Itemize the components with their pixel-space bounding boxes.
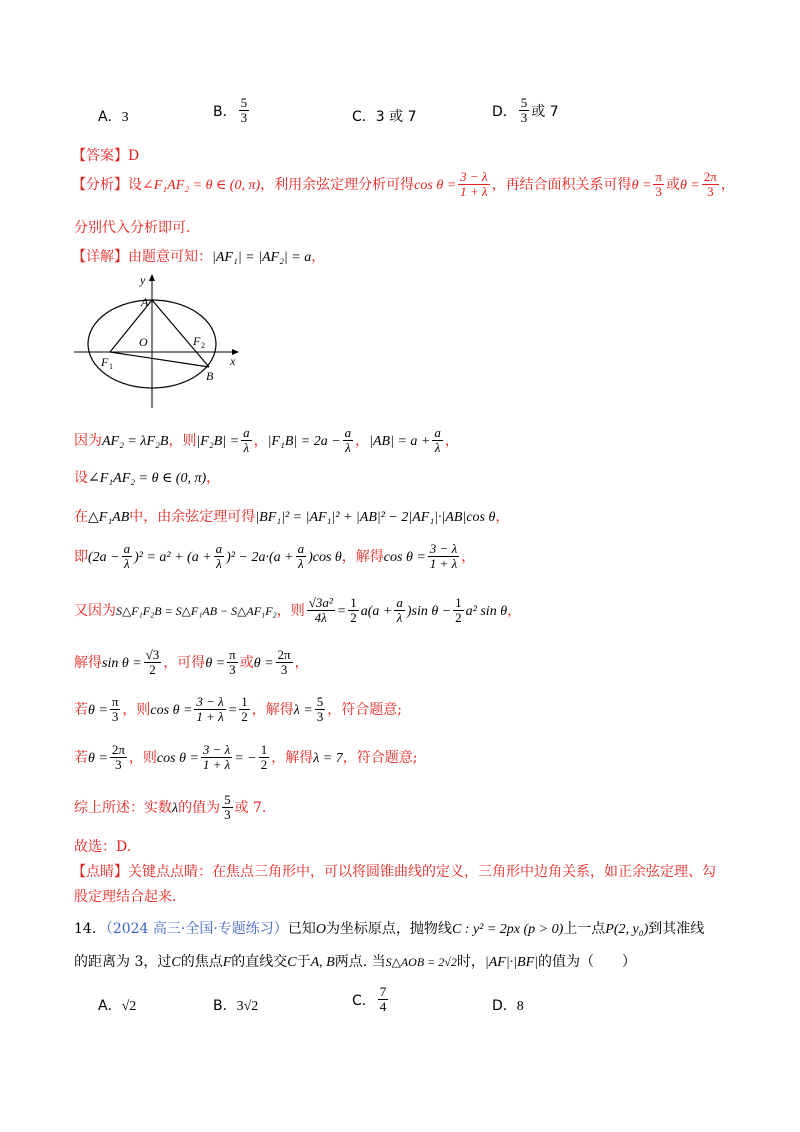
- q14-option-c[interactable]: [352, 985, 390, 1015]
- option-label: A．: [98, 998, 122, 1014]
- text: 即: [74, 548, 88, 565]
- frac-den: 1 + λ: [429, 556, 458, 572]
- frac-den: 4λ: [314, 610, 327, 626]
- frac-num: a: [434, 425, 441, 440]
- frac-num: 3 − λ: [202, 742, 231, 757]
- math: =: [336, 603, 347, 619]
- label-F1: F: [101, 355, 109, 369]
- option-label: C．: [352, 109, 376, 125]
- step-6: [74, 648, 309, 678]
- frac-den: 3: [707, 184, 714, 200]
- frac-num: 5: [316, 694, 324, 709]
- frac-num: 1: [241, 694, 248, 709]
- step-2: [74, 467, 220, 487]
- option-fraction: [519, 96, 530, 126]
- text: ，: [355, 432, 370, 449]
- text: 为坐标原点，抛物线: [325, 921, 452, 937]
- text: 设: [128, 176, 142, 193]
- text: ，: [311, 249, 326, 265]
- frac-den: 2: [455, 610, 462, 626]
- math: A, B: [310, 955, 335, 970]
- q13-option-a: [98, 106, 129, 126]
- text: ，符合题意;: [327, 701, 402, 718]
- frac-num: 3 − λ: [196, 694, 224, 709]
- text: 或: [665, 176, 680, 193]
- text: 两点. 当: [334, 954, 386, 970]
- text: 关键点点睛：在焦点三角形中，可以将圆锥曲线的定义，三角形中边角关系，如正余弦定理、勾: [128, 864, 716, 880]
- math: θ =: [88, 750, 108, 766]
- fraction: [453, 596, 464, 626]
- frac-num: 5: [240, 95, 248, 110]
- fraction: [432, 426, 443, 456]
- option-label: D．: [492, 103, 517, 120]
- q14-option-d[interactable]: [492, 995, 524, 1015]
- frac-den: λ: [396, 610, 403, 626]
- math: θ =: [679, 177, 700, 193]
- step-9: [74, 793, 266, 823]
- answer-tag: 【答案】: [72, 148, 128, 164]
- option-fraction: [239, 96, 250, 126]
- q14-line-2: [74, 951, 636, 971]
- fraction: [227, 648, 238, 678]
- frac-den: 3: [115, 757, 122, 773]
- math: C: [287, 955, 297, 970]
- frac-den: λ: [124, 556, 130, 572]
- math: F: [222, 955, 232, 970]
- text: 于: [296, 954, 311, 970]
- question-source-link[interactable]: （2024 高三·全国·专题练习）: [105, 921, 288, 937]
- q14-option-a[interactable]: [98, 995, 136, 1015]
- q13-option-b: [213, 96, 251, 126]
- fraction: [702, 170, 719, 200]
- fraction: [259, 743, 270, 773]
- frac-den: 1 + λ: [460, 184, 488, 200]
- frac-num: a: [396, 595, 403, 610]
- frac-den: 3: [520, 110, 528, 126]
- math: S△AOB = 2√2: [385, 955, 457, 969]
- math: θ =: [205, 655, 226, 671]
- frac-num: 2π: [703, 169, 717, 184]
- fraction: [144, 648, 162, 678]
- math: C : y² = 2px (p > 0): [451, 922, 564, 937]
- fraction: [653, 170, 664, 200]
- text: 的值为: [178, 799, 221, 816]
- frac-num: π: [111, 694, 119, 709]
- math: =: [227, 702, 238, 718]
- frac-den: 2: [260, 757, 268, 773]
- detail-tag: 【详解】: [72, 249, 128, 265]
- frac-num: 5: [520, 95, 528, 110]
- math: )sin θ −: [406, 603, 452, 619]
- q14-option-b[interactable]: [213, 995, 258, 1015]
- fraction: [194, 695, 225, 725]
- frac-num: 2π: [111, 742, 125, 757]
- text: 由题意可知：: [128, 249, 212, 265]
- text: 若: [74, 701, 88, 718]
- math: ∠F₁AF₂ = θ ∈ (0, π): [88, 471, 207, 486]
- math: C: [171, 955, 181, 970]
- math: θ =: [253, 655, 274, 671]
- text: ，则: [122, 701, 151, 718]
- analysis-line-1: [72, 170, 735, 200]
- frac-num: 1: [260, 742, 268, 757]
- math: |F₂B| =: [196, 433, 240, 449]
- frac-num: a: [243, 425, 250, 440]
- math: O: [315, 922, 326, 937]
- frac-num: √3: [145, 647, 160, 662]
- frac-den: λ: [345, 440, 351, 456]
- frac-num: π: [229, 647, 236, 662]
- math: cos θ =: [383, 549, 426, 565]
- math: a² sin θ: [465, 603, 508, 619]
- option-label: A．: [98, 109, 122, 125]
- frac-num: a: [215, 541, 223, 556]
- fraction: [201, 743, 232, 773]
- text: ，符合题意;: [342, 749, 418, 766]
- text: ，: [720, 176, 735, 193]
- text: ，再结合面积关系可得: [491, 176, 632, 193]
- frac-den: 2: [241, 709, 248, 725]
- text: ，: [495, 509, 510, 525]
- label-x: x: [230, 354, 236, 368]
- text: 或: [239, 654, 254, 671]
- frac-num: 2π: [277, 647, 291, 662]
- fraction: [348, 596, 359, 626]
- text: ，则: [128, 749, 157, 766]
- step-8: [74, 743, 417, 773]
- frac-den: 1 + λ: [202, 757, 231, 773]
- text: ，: [444, 432, 459, 449]
- detail-intro: [72, 246, 325, 266]
- text: 又因为: [74, 602, 116, 619]
- fraction: [276, 648, 293, 678]
- math: S△F₁F₂B = S△F₁AB − S△AF₁F₂: [116, 603, 277, 618]
- math: cos θ =: [156, 750, 199, 766]
- analysis-line-2: 分别代入分析即可.: [74, 220, 191, 236]
- frac-num: a: [344, 425, 352, 440]
- option-value: 8: [516, 999, 524, 1014]
- tip-tag: 【点睛】: [72, 864, 128, 880]
- question-number: 14．: [74, 921, 106, 937]
- fraction: [307, 596, 335, 626]
- text: 在: [74, 509, 88, 525]
- label-y: y: [140, 273, 146, 287]
- frac-den: λ: [216, 556, 222, 572]
- text: ，: [507, 602, 522, 619]
- step-3: [74, 506, 509, 526]
- fraction: [458, 170, 489, 200]
- text: 的焦点: [180, 954, 223, 970]
- q14-line-1: [74, 918, 704, 938]
- frac-den: 1 + λ: [196, 709, 224, 725]
- math: cos θ =: [414, 177, 457, 193]
- frac-den: 4: [379, 999, 387, 1015]
- text: 上一点: [563, 921, 606, 937]
- frac-den: λ: [298, 556, 304, 572]
- frac-den: λ: [243, 440, 250, 456]
- fraction: [122, 542, 133, 572]
- step-4: [74, 542, 475, 572]
- frac-num: 1: [350, 595, 357, 610]
- q13-option-c: [352, 106, 417, 126]
- math: ∠F₁AF₂ = θ ∈ (0, π): [142, 177, 261, 193]
- answer-line: [72, 145, 139, 165]
- math: )² − 2a·(a +: [226, 549, 294, 565]
- math: sin θ =: [102, 655, 142, 671]
- text: ，: [206, 470, 221, 486]
- label-F1-sub: 1: [109, 362, 113, 371]
- text: ，: [461, 548, 476, 565]
- frac-den: 2: [350, 610, 357, 626]
- frac-num: 3 − λ: [429, 541, 458, 556]
- frac-den: 3: [316, 709, 324, 725]
- text: 设: [74, 470, 88, 486]
- math: |BF₁|² = |AF₁|² + |AB|² − 2|AF₁|·|AB|cos θ: [255, 510, 496, 525]
- frac-den: 2: [149, 662, 156, 678]
- option-label: B．: [213, 998, 237, 1014]
- math: θ =: [631, 177, 652, 193]
- tip-line-1: [72, 861, 716, 881]
- tip-line-2: 股定理结合起来.: [74, 889, 177, 905]
- frac-num: a: [123, 541, 131, 556]
- frac-num: 3 − λ: [460, 169, 488, 184]
- frac-den: 3: [224, 807, 231, 823]
- fraction: [296, 542, 307, 572]
- math: (2a −: [88, 549, 120, 565]
- text: ，可得: [163, 654, 206, 671]
- math: |AF₁| = |AF₂| = a: [212, 250, 312, 265]
- frac-num: 1: [455, 595, 462, 610]
- fraction: [315, 695, 326, 725]
- text: 中，由余弦定理可得: [129, 509, 256, 525]
- option-label: C．: [352, 992, 376, 1009]
- label-A: A: [141, 295, 149, 309]
- label-F2: F: [193, 334, 201, 348]
- label-F2-sub: 2: [201, 341, 205, 350]
- option-label: B．: [213, 103, 237, 120]
- text: 若: [74, 749, 88, 766]
- frac-num: 5: [224, 792, 231, 807]
- fraction: [110, 695, 121, 725]
- fraction: [428, 542, 459, 572]
- label-B: B: [206, 369, 214, 383]
- option-fraction: [378, 985, 389, 1015]
- text: 时，: [456, 954, 485, 970]
- math: λ: [172, 800, 179, 816]
- fraction: [239, 695, 250, 725]
- frac-den: 3: [655, 184, 662, 200]
- math: P(2, y₀): [605, 922, 649, 937]
- text: ，利用余弦定理分析可得: [260, 176, 415, 193]
- label-O: O: [139, 335, 148, 349]
- answer-value: D: [128, 148, 140, 164]
- frac-den: λ: [434, 440, 441, 456]
- math: )cos θ: [308, 549, 342, 565]
- text: 的值为（ ）: [537, 954, 636, 970]
- text: 到其准线: [648, 921, 705, 937]
- step-5: [74, 596, 521, 626]
- frac-den: 3: [229, 662, 236, 678]
- math: △F₁AB: [88, 510, 130, 525]
- text: 因为: [74, 432, 102, 449]
- text: ，解得: [251, 701, 294, 718]
- math: cos θ =: [150, 702, 193, 718]
- math: a(a +: [360, 603, 393, 619]
- text: 已知: [287, 921, 316, 937]
- frac-den: 3: [280, 662, 288, 678]
- math: = −: [234, 750, 257, 766]
- frac-num: a: [297, 541, 305, 556]
- fraction: [214, 542, 225, 572]
- text: 的距离为 3，过: [74, 954, 172, 970]
- math: θ =: [88, 702, 108, 718]
- step-7: [74, 695, 402, 725]
- frac-num: 7: [379, 984, 387, 999]
- fraction: [110, 743, 127, 773]
- math: |AB| = a +: [369, 433, 431, 449]
- math: )² = a² + (a +: [134, 549, 212, 565]
- text: 的直线交: [231, 954, 288, 970]
- option-value: √2: [121, 999, 137, 1014]
- fraction: [343, 426, 354, 456]
- math: λ =: [293, 702, 313, 718]
- ellipse-figure: [72, 272, 252, 412]
- choose-line: 故选：D.: [74, 839, 132, 855]
- math: |AF|·|BF|: [484, 955, 538, 970]
- option-value: 3 或 7: [375, 109, 417, 125]
- segment-AB: [152, 300, 209, 367]
- text: 解得: [74, 654, 102, 671]
- option-label: D．: [492, 998, 517, 1014]
- text: ，解得: [271, 749, 314, 766]
- text: ，: [294, 654, 309, 671]
- step-1: [74, 426, 459, 456]
- fraction: [222, 793, 233, 823]
- text: 综上所述：实数: [74, 799, 172, 816]
- frac-num: π: [655, 169, 662, 184]
- segment-F1B: [110, 352, 209, 367]
- frac-den: 3: [240, 110, 248, 126]
- option-tail: 或 7: [531, 103, 559, 120]
- fraction: [241, 426, 252, 456]
- analysis-tag: 【分析】: [72, 176, 128, 193]
- text: ，则: [276, 602, 305, 619]
- math: AF₂ = λF₂B: [102, 433, 169, 449]
- frac-den: 3: [111, 709, 119, 725]
- fraction: [394, 596, 405, 626]
- option-value: 3√2: [236, 999, 259, 1014]
- frac-num: √3a²: [308, 595, 333, 610]
- text: ，解得: [341, 548, 384, 565]
- math: |F₁B| = 2a −: [267, 433, 341, 449]
- text: 或 7.: [234, 799, 267, 816]
- y-axis-arrow: [149, 274, 155, 281]
- option-value: 3: [121, 110, 129, 125]
- text: ，则: [168, 432, 197, 449]
- text: ，: [253, 432, 268, 449]
- q13-option-d: [492, 96, 559, 126]
- math: λ = 7: [313, 750, 343, 766]
